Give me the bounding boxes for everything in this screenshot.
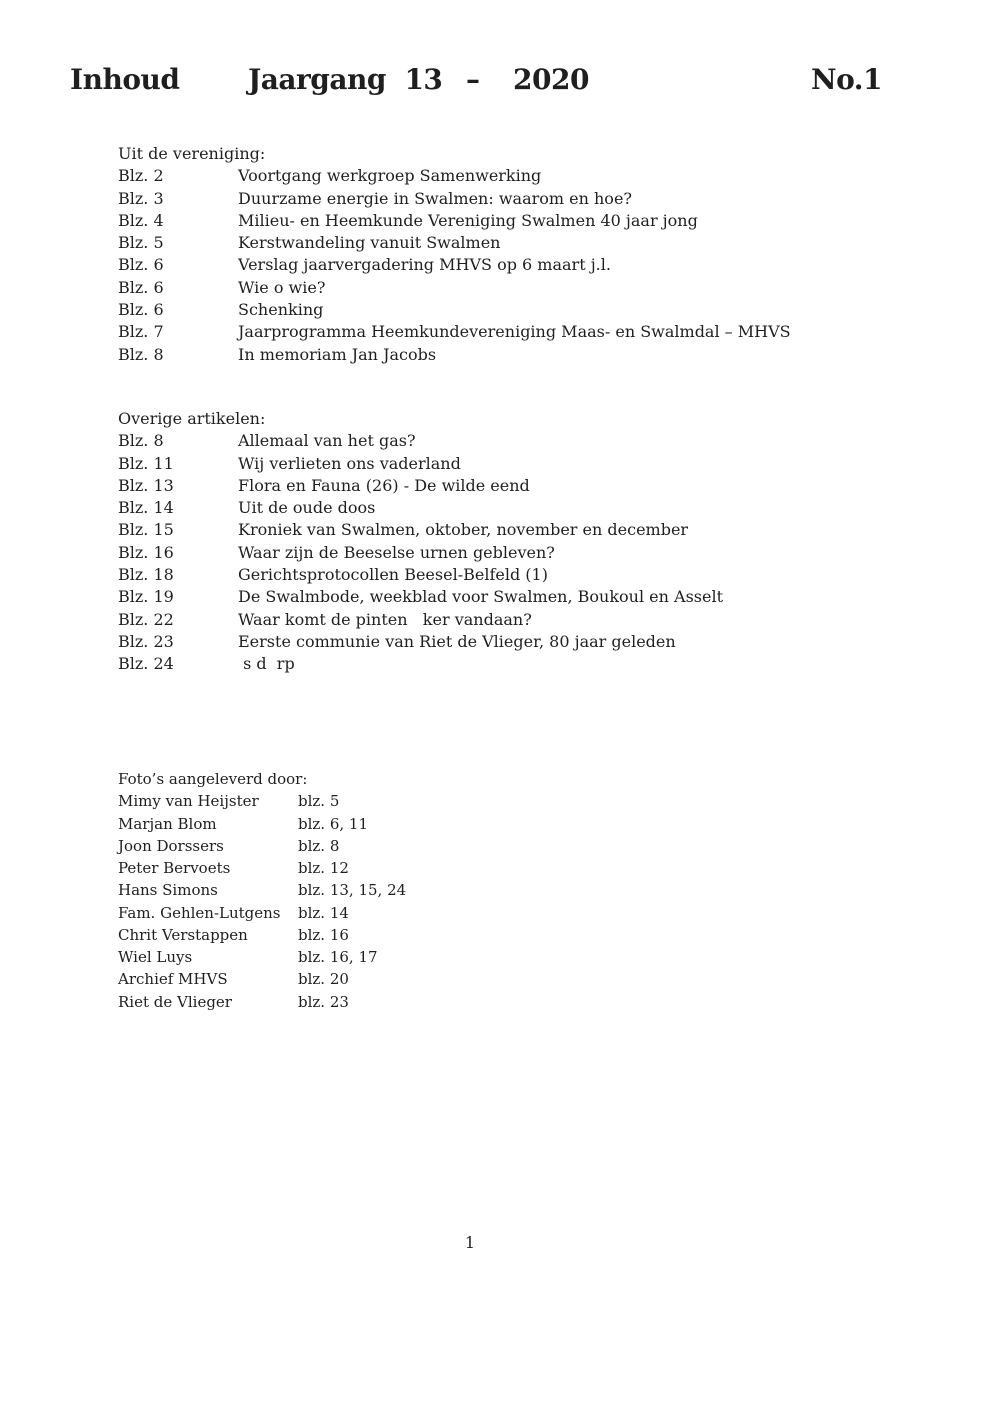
header-dash: – [466, 63, 480, 96]
toc-entry-title: In memoriam Jan Jacobs [238, 344, 437, 364]
toc-entry-title: Wie o wie? [238, 277, 326, 297]
toc-entry [118, 344, 791, 366]
toc-entry [118, 519, 723, 541]
toc-entry [118, 564, 723, 586]
toc-entry-page: Blz. 8 [118, 431, 164, 451]
page-number: 1 [464, 1233, 476, 1252]
toc-entry-title: Uit de oude doos [238, 498, 376, 518]
photo-credit-name: Wiel Luys [118, 948, 193, 966]
photo-credit-row [118, 790, 406, 812]
photo-credit-pages: blz. 16, 17 [298, 948, 378, 966]
toc-entry [118, 210, 791, 232]
toc-entry-page: Blz. 19 [118, 587, 174, 607]
toc-entry-page: Blz. 7 [118, 322, 164, 342]
toc-entry [118, 165, 791, 187]
toc-entry [118, 631, 723, 653]
toc-entry-title: Waar komt de pinten ker vandaan? [238, 609, 532, 629]
toc-entry-page: Blz. 6 [118, 300, 164, 320]
photo-credit-pages: blz. 14 [298, 903, 349, 922]
toc-entry [118, 542, 723, 564]
photo-credit-name: Marjan Blom [118, 814, 217, 833]
toc-title: Inhoud [70, 63, 180, 96]
toc-entry-title: Gerichtsprotocollen Beesel-Belfeld (1) [238, 565, 548, 585]
photo-credit-pages: blz. 12 [298, 859, 349, 877]
photo-credit-row [118, 879, 406, 901]
photo-credit-row [118, 946, 406, 968]
toc-entry-page: Blz. 16 [118, 542, 174, 562]
issue-label: No.1 [811, 63, 883, 96]
photo-credit-name: Riet de Vlieger [118, 992, 232, 1011]
photo-credit-row [118, 902, 406, 924]
photo-credit-pages: blz. 20 [298, 970, 349, 989]
photo-credit-pages: blz. 13, 15, 24 [298, 881, 407, 900]
section-heading: Overige artikelen: [118, 409, 266, 428]
photo-credit-name: Joon Dorssers [118, 836, 224, 855]
photo-credit-pages: blz. 5 [298, 792, 340, 811]
toc-entry [118, 497, 723, 519]
toc-entry-title: Eerste communie van Riet de Vlieger, 80 jaar geleden [238, 631, 676, 651]
toc-entry [118, 653, 723, 675]
toc-entry-title: s d rp [238, 654, 295, 674]
toc-entry [118, 232, 791, 254]
year-label: 2020 [513, 63, 589, 96]
toc-entry-page: Blz. 15 [118, 520, 174, 540]
photo-credit-pages: blz. 8 [298, 836, 340, 855]
toc-entry-title: Wij verlieten ons vaderland [238, 453, 461, 473]
toc-entry-page: Blz. 22 [118, 609, 174, 629]
toc-entry-page: Blz. 2 [118, 166, 164, 186]
photo-credit-name: Peter Bervoets [118, 859, 231, 877]
toc-entry-page: Blz. 3 [118, 188, 164, 208]
photo-credit-row [118, 835, 406, 857]
photo-credit-row [118, 857, 406, 879]
toc-entry-title: Schenking [238, 300, 324, 320]
photo-credit-name: Archief MHVS [118, 970, 228, 989]
toc-entry [118, 277, 791, 299]
toc-entry-page: Blz. 5 [118, 233, 164, 253]
toc-entry-page: Blz. 23 [118, 631, 174, 651]
toc-entry [118, 188, 791, 210]
photo-credit-row [118, 813, 406, 835]
toc-entry-title: Flora en Fauna (26) - De wilde eend [238, 475, 530, 495]
photo-credits-heading: Foto’s aangeleverd door: [118, 770, 308, 788]
toc-entry-page: Blz. 14 [118, 498, 174, 518]
photo-credit-row [118, 924, 406, 946]
toc-entry-page: Blz. 8 [118, 344, 164, 364]
photo-credit-name: Chrit Verstappen [118, 925, 248, 944]
toc-entry-page: Blz. 18 [118, 565, 174, 585]
toc-entry-title: De Swalmbode, weekblad voor Swalmen, Boukoul en Asselt [238, 587, 724, 607]
toc-entry-page: Blz. 11 [118, 453, 174, 473]
toc-entry [118, 475, 723, 497]
photo-credit-name: Hans Simons [118, 881, 218, 900]
toc-entry-title: Kroniek van Swalmen, oktober, november en december [238, 520, 689, 540]
photo-credit-pages: blz. 6, 11 [298, 814, 369, 833]
toc-entry-title: Duurzame energie in Swalmen: waarom en hoe? [238, 188, 632, 208]
photo-credit-row [118, 968, 406, 990]
toc-entry-page: Blz. 6 [118, 255, 164, 275]
toc-entry-page: Blz. 24 [118, 654, 174, 674]
photo-credits-section [118, 768, 406, 1013]
toc-entry [118, 321, 791, 343]
toc-entry-title: Verslag jaarvergadering MHVS op 6 maart j.l. [238, 255, 611, 275]
photo-credit-row [118, 991, 406, 1013]
photo-credit-name: Mimy van Heijster [118, 792, 259, 811]
toc-entry [118, 430, 723, 452]
toc-entry-title: Waar zijn de Beeselse urnen gebleven? [238, 542, 555, 562]
photo-credit-pages: blz. 16 [298, 925, 349, 944]
section-heading: Uit de vereniging: [118, 144, 266, 163]
toc-entry-title: Voortgang werkgroep Samenwerking [238, 166, 542, 186]
toc-entry-title: Milieu- en Heemkunde Vereniging Swalmen 40 jaar jong [238, 210, 698, 230]
toc-entry-page: Blz. 13 [118, 475, 174, 495]
section-uit-de-vereniging [118, 143, 791, 366]
toc-entry [118, 254, 791, 276]
toc-entry [118, 453, 723, 475]
toc-entry-page: Blz. 6 [118, 277, 164, 297]
toc-entry-title: Kerstwandeling vanuit Swalmen [238, 233, 501, 253]
section-overige-artikelen [118, 408, 723, 676]
photo-credit-pages: blz. 23 [298, 992, 349, 1011]
toc-entry-title: Allemaal van het gas? [238, 431, 416, 451]
toc-entry [118, 609, 723, 631]
toc-entry [118, 586, 723, 608]
photo-credit-name: Fam. Gehlen-Lutgens [118, 903, 281, 922]
toc-entry-page: Blz. 4 [118, 210, 164, 230]
toc-entry-title: Jaarprogramma Heemkundevereniging Maas- en Swalmdal – MHVS [238, 322, 791, 342]
toc-entry [118, 299, 791, 321]
volume-label: Jaargang 13 [248, 63, 443, 96]
